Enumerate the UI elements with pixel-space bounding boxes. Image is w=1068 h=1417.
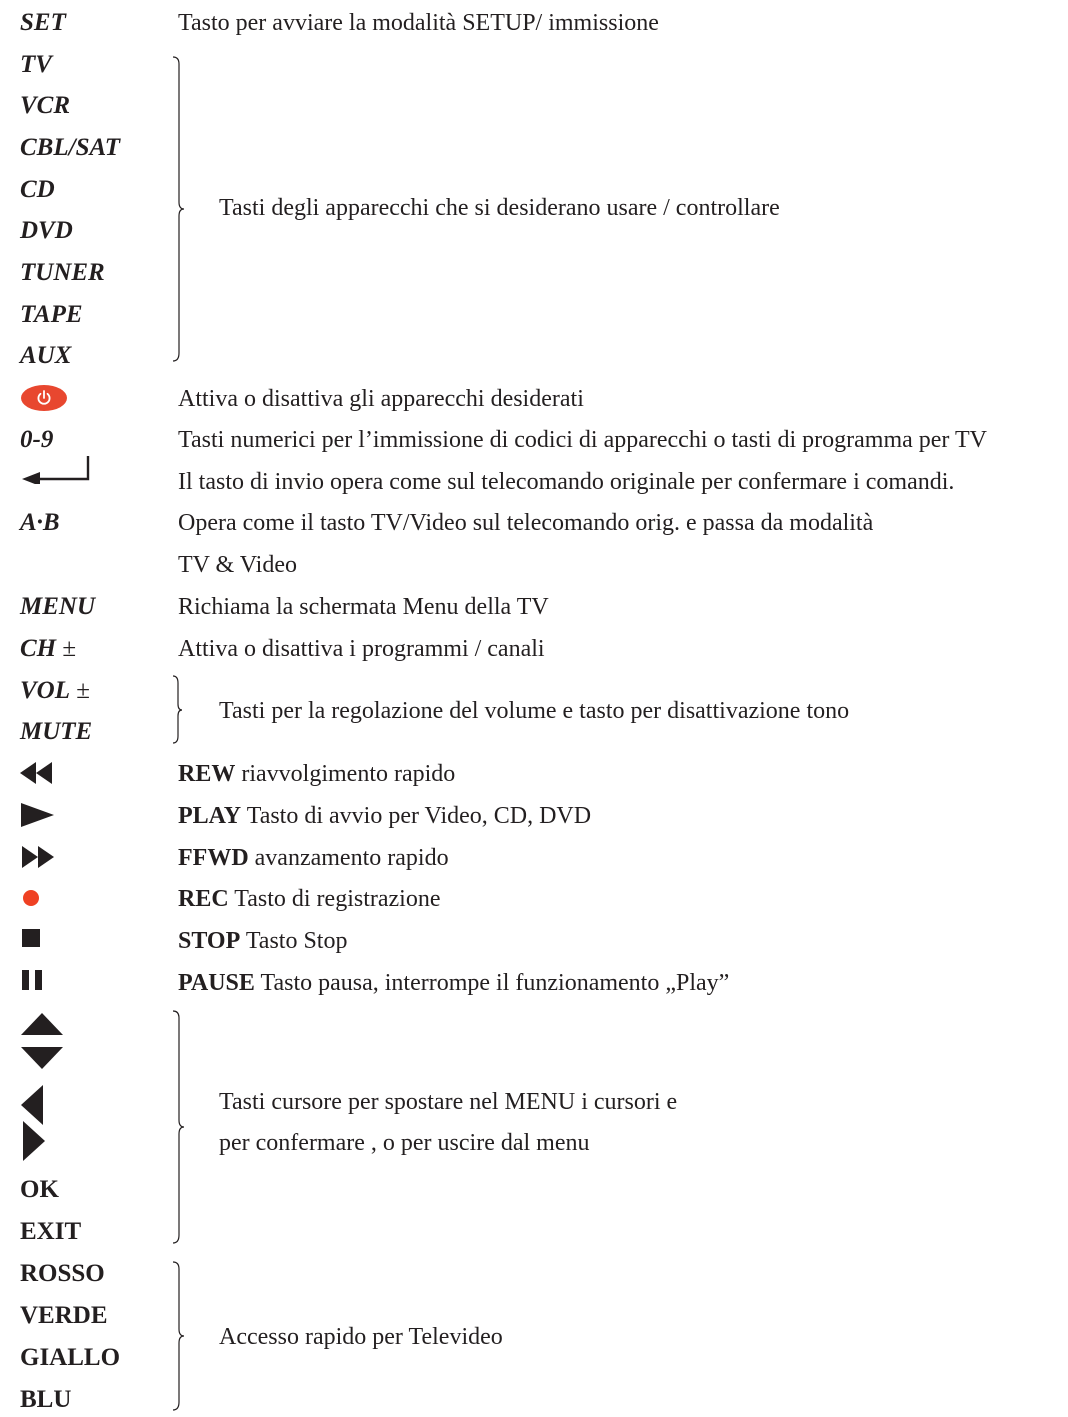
rewind-icon	[20, 761, 56, 785]
arrow-up-icon	[20, 1012, 64, 1036]
record-icon	[22, 889, 40, 907]
brace-devices	[170, 56, 186, 362]
arrow-right-icon	[22, 1120, 46, 1162]
key-ch-label: CH	[20, 635, 57, 662]
desc-ffwd	[178, 843, 449, 873]
key-giallo: GIALLO	[20, 1344, 121, 1371]
desc-digits: Tasti numerici per l’immissione di codici di apparecchi o tasti di programma per TV	[178, 427, 987, 453]
key-cblsat: CBL/SAT	[20, 134, 121, 161]
key-ab: A·B	[20, 509, 60, 536]
key-set: SET	[20, 9, 66, 36]
desc-ab-line2: TV & Video	[178, 552, 298, 578]
enter-arrow-icon	[20, 454, 92, 484]
stop-icon	[22, 929, 40, 947]
play-icon	[20, 802, 56, 828]
desc-enter: Il tasto di invio opera come sul telecomando originale per confermare i comandi.	[178, 469, 955, 495]
power-button-icon	[20, 384, 68, 412]
key-digits: 0-9	[20, 426, 54, 453]
desc-play	[178, 801, 591, 831]
desc-menu: Richiama la schermata Menu della TV	[178, 594, 549, 620]
desc-set: Tasto per avviare la modalità SETUP/ immissione	[178, 10, 659, 36]
desc-cursor-line1: Tasti cursore per spostare nel MENU i cursori e	[219, 1089, 678, 1115]
key-ch	[20, 634, 76, 664]
key-vol-label: VOL	[20, 677, 70, 704]
rec-text: Tasto di registrazione	[228, 886, 441, 912]
rew-label: REW	[178, 761, 236, 787]
key-aux: AUX	[20, 342, 72, 369]
rec-label: REC	[178, 886, 229, 912]
rew-text: riavvolgimento rapido	[235, 761, 456, 787]
desc-volume: Tasti per la regolazione del volume e tasto per disattivazione tono	[219, 698, 850, 724]
key-blu: BLU	[20, 1386, 72, 1413]
key-dvd: DVD	[20, 217, 73, 244]
stop-text: Tasto Stop	[240, 928, 348, 954]
desc-rew	[178, 759, 455, 789]
pause-text: Tasto pausa, interrompe il funzionamento „Play”	[254, 970, 730, 996]
key-ch-plusminus: ±	[62, 635, 77, 662]
fast-forward-icon	[20, 845, 56, 869]
ffwd-label: FFWD	[178, 845, 249, 871]
key-vcr: VCR	[20, 92, 71, 119]
key-vol	[20, 676, 90, 706]
desc-ab-line1: Opera come il tasto TV/Video sul telecomando orig. e passa da modalità	[178, 510, 874, 536]
desc-stop	[178, 926, 347, 956]
pause-label: PAUSE	[178, 970, 255, 996]
desc-devices: Tasti degli apparecchi che si desiderano usare / controllare	[219, 195, 780, 221]
key-exit: EXIT	[20, 1218, 82, 1245]
brace-cursor	[170, 1010, 186, 1244]
key-tv: TV	[20, 51, 52, 78]
desc-pause	[178, 968, 729, 998]
play-label: PLAY	[178, 803, 242, 829]
brace-volume	[170, 675, 184, 745]
key-cd: CD	[20, 176, 55, 203]
desc-ch: Attiva o disattiva i programmi / canali	[178, 636, 545, 662]
key-tape: TAPE	[20, 301, 83, 328]
desc-power: Attiva o disattiva gli apparecchi desiderati	[178, 386, 584, 412]
stop-label: STOP	[178, 928, 241, 954]
key-vol-plusminus: ±	[76, 677, 90, 704]
key-ok: OK	[20, 1176, 59, 1203]
play-text: Tasto di avvio per Video, CD, DVD	[241, 803, 592, 829]
desc-rec	[178, 884, 441, 914]
key-verde: VERDE	[20, 1302, 108, 1329]
key-menu: MENU	[20, 593, 96, 620]
key-rosso: ROSSO	[20, 1260, 105, 1287]
key-tuner: TUNER	[20, 259, 105, 286]
brace-teletext	[170, 1261, 186, 1411]
ffwd-text: avanzamento rapido	[248, 845, 449, 871]
pause-icon	[22, 970, 44, 990]
key-mute: MUTE	[20, 718, 93, 745]
desc-cursor-line2: per confermare , o per uscire dal menu	[219, 1130, 590, 1156]
arrow-down-icon	[20, 1046, 64, 1070]
desc-teletext: Accesso rapido per Televideo	[219, 1324, 503, 1350]
